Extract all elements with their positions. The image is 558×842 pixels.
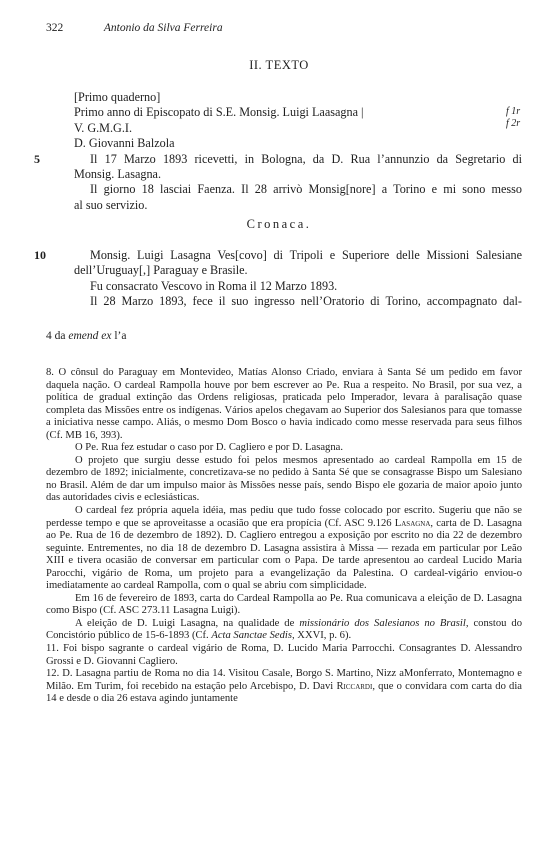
note-paragraph: O Pe. Rua fez estudar o caso por D. Cagliero e por D. Lasagna. xyxy=(75,442,343,454)
cronaca-heading: Cronaca. xyxy=(246,217,312,231)
section-title: II. TEXTO xyxy=(249,58,309,72)
text-line: Il 17 Marzo 1893 ricevetti, in Bologna, da D. Rua l’annunzio da Segretario di xyxy=(90,151,522,166)
note-text: Lasagna xyxy=(394,517,431,529)
note-text: O cardeal fez própria aquela idéia, mas pediu que tudo fosse colocado por escrito. Sugeriu que não se perdesse tempo e que se aproveitasse a ocasião que era propícia (Cf. ASC 9.126 xyxy=(46,505,522,529)
note-text: 12. D. Lasagna partiu de Roma no dia 14. Visitou Casale, Borgo S. Martino, Nizz aMonferrato, Montemagno e Milão. Em Turim, foi recebido na estação pelo Arcebispo, D. Davi xyxy=(46,668,522,692)
note-12 xyxy=(46,668,522,706)
text-line: Monsig. Luigi Lasagna Ves[covo] di Tripoli e Superiore delle Missioni Salesiane xyxy=(90,248,522,262)
note-8: 8. O cônsul do Paraguay em Montevideo, Matías Alonso Criado, enviara à Santa Sé um pedido em favor daquela nação. O cardeal Rampolla houve por bem escrever ao Pe. Rua a respeito. No Brasil, por sua vez, a política de gradual extinção das Ordens religiosas, praticada pelo Imperador, levara à paralisação quase completa das Missões entre os indígenas. Vários apelos chegavam ao Superior dos Salesianos para que tomasse a iniciativa nesse campo. Aliás, o mesmo Dom Bosco o havia indicado como messe reservada para seus filhos (Cf. MB 16, 393). xyxy=(46,367,522,441)
folio-note: f 1r xyxy=(506,106,521,117)
text-line: V. G.M.G.I. xyxy=(74,120,133,135)
note-text: A eleição de D. Luigi Lasagna, na qualidade de xyxy=(75,617,295,629)
text-line: al suo servizio. xyxy=(74,197,148,212)
folio-note: f 2r xyxy=(506,118,521,129)
note-text: missionário dos Salesianos no Brasil, xyxy=(299,617,469,629)
note-paragraph xyxy=(46,505,522,593)
page-header xyxy=(46,22,526,34)
line-number: 5 xyxy=(34,152,40,166)
note-text: , carta de D. Lasagna ao Pe. Rua de 16 de dezembro de 1892). D. Cagliero entregou a exposição por escrito no dia 22 de dezembro seguinte. Entrementes, no dia 18 de dezembro D. Lasagna assistira à Missa — rezada em particular por Leão XIII e tivera ocasião de conversar em particular com o Papa. De tarde apresentou ao cardeal Lucido Maria Parocchi, vigário de Roma, um projeto para a evangelização da Palestina. O cardeal-vigário enviou-o imediatamente ao cardeal Rampolla, com o qual se abriu com simplicidade. xyxy=(46,517,522,592)
note-text: XXVI, p. 6). xyxy=(297,630,352,642)
text-line: Il 28 Marzo 1893, fece il suo ingresso nell’Oratorio di Torino, accompagnato dal- xyxy=(90,294,522,309)
note-paragraph xyxy=(46,618,522,643)
footnotes xyxy=(46,367,522,706)
text-line: dell’Uruguay[,] Paraguay e Brasile. xyxy=(74,263,248,278)
text-line: Primo anno di Episcopato di S.E. Monsig. Luigi Laasagna | xyxy=(74,105,364,120)
note-text: constou do Concistório público de 15-6-1893 (Cf. xyxy=(46,617,523,642)
note-paragraph: O projeto que surgiu desse estudo foi pelos mesmos apresentado ao cardeal Rampolla em 15 de dezembro de 1892; inicialmente, concretizava-se no pedido à Santa Sé que se consagrasse Bispo um Salesiano no Brasil. Além de dar um impulso maior às Missões nesse país, sendo Bispo ele gozaria de maior apoio junto das autoridades civis e eclesiásticas. xyxy=(46,454,522,504)
apparatus-ref: 4 da xyxy=(46,330,66,342)
text-line: Fu consacrato Vescovo in Roma il 12 Marzo 1893. xyxy=(90,278,338,293)
text-block-2 xyxy=(74,248,522,310)
text-line: Monsig. Lasagna. xyxy=(74,166,161,181)
note-text: Acta Sanctae Sedis, xyxy=(211,630,295,642)
critical-apparatus xyxy=(46,330,126,342)
apparatus-reading: l’a xyxy=(114,330,127,342)
page-number: 322 xyxy=(46,22,64,34)
note-text: Riccardi xyxy=(336,680,373,692)
note-11: 11. Foi bispo sagrante o cardeal vigário de Roma, D. Lucido Maria Parrocchi. Consagrantes D. Alessandro Grossi e D. Giovanni Cagliero. xyxy=(46,643,522,667)
note-text: , que o convidara com carta do dia 14 e desde o dia 26 estava agindo juntamente xyxy=(46,680,523,705)
text-line: [Primo quaderno] xyxy=(74,90,161,104)
line-number: 10 xyxy=(34,248,46,262)
note-paragraph: Em 16 de fevereiro de 1893, carta do Cardeal Rampolla ao Pe. Rua comunicava a eleição de D. Lasagna como Bispo (Cf. ASC 273.11 Lasagna Luigi). xyxy=(46,592,522,617)
running-author: Antonio da Silva Ferreira xyxy=(103,22,223,34)
text-line: Il giorno 18 lasciai Faenza. Il 28 arrivò Monsig[nore] a Torino e mi sono messo xyxy=(90,182,522,197)
text-line: D. Giovanni Balzola xyxy=(74,136,175,151)
apparatus-emend: emend ex xyxy=(68,330,112,342)
text-block-1 xyxy=(74,90,522,213)
